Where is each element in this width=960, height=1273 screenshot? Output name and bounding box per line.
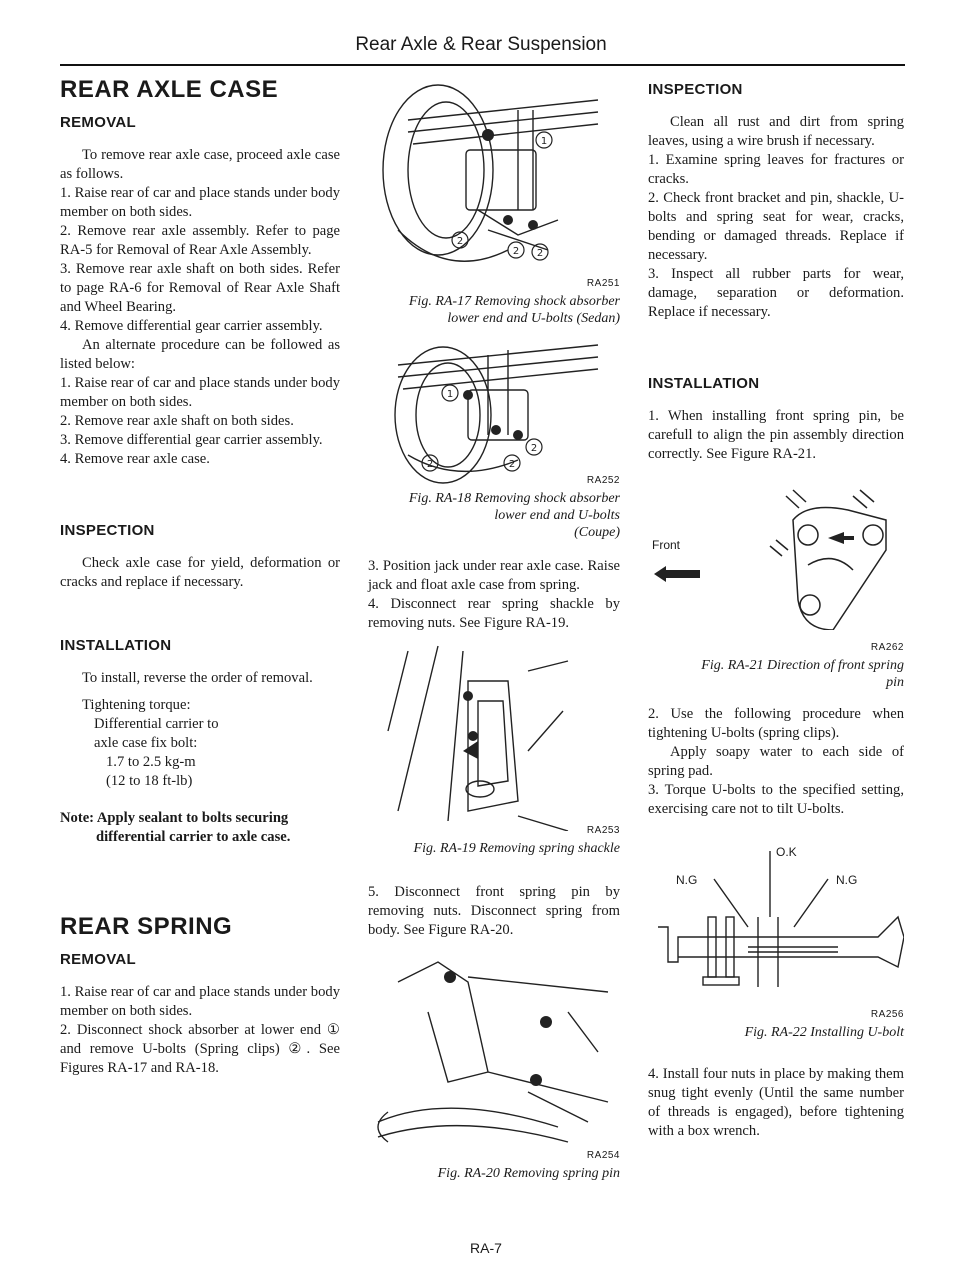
header-rule — [60, 64, 905, 66]
removal-intro: To remove rear axle case, proceed axle case as follows. — [60, 147, 340, 182]
torque-label: Tightening torque: — [82, 697, 191, 713]
installation-text: To install, reverse the order of removal. — [82, 670, 313, 686]
direction-arrow-icon — [828, 532, 844, 544]
alternate-step-3: 3. Remove differential gear carrier assembly. — [60, 432, 323, 448]
svg-text:1: 1 — [446, 389, 454, 400]
spring-removal-heading: REMOVAL — [60, 951, 136, 968]
column-left — [60, 76, 340, 1078]
spring-inspection-intro: Clean all rust and dirt from spring leaves, using a wire brush if necessary. — [648, 114, 904, 149]
removal-step-3: 3. Remove rear axle shaft on both sides. Refer to page RA-6 for Removal of Rear Axle Shaft and Wheel Bearing. — [60, 261, 340, 315]
install-step-2b: Apply soapy water to each side of spring pad. — [648, 744, 904, 779]
page-number: RA-7 — [470, 1240, 502, 1256]
figure-ra19-drawing — [368, 641, 620, 831]
figure-ra20-drawing — [368, 952, 620, 1152]
figure-ra18-caption-3: (Coupe) — [574, 525, 620, 540]
alternate-intro: An alternate procedure can be followed as listed below: — [60, 337, 340, 372]
figure-ra20 — [368, 952, 620, 1182]
install-step-2: 2. Use the following procedure when tightening U-bolts (spring clips). — [648, 706, 904, 741]
figure-ra18-drawing — [368, 335, 620, 485]
figure-ra21-drawing — [648, 480, 904, 630]
inspection-heading: INSPECTION — [60, 522, 155, 539]
figure-ra22 — [648, 837, 904, 1041]
alternate-step-1: 1. Raise rear of car and place stands under body member on both sides. — [60, 375, 340, 410]
column-middle — [368, 80, 620, 1182]
figure-ra21-caption-2: pin — [886, 675, 904, 690]
spring-step-1: 1. Raise rear of car and place stands under body member on both sides. — [60, 984, 340, 1019]
note-line-1: Note: Apply sealant to bolts securing — [60, 810, 289, 826]
torque-item-2: axle case fix bolt: — [94, 735, 198, 751]
spring-step-4: 4. Disconnect rear spring shackle by removing nuts. See Figure RA-19. — [368, 596, 620, 631]
spring-inspection-heading: INSPECTION — [648, 81, 743, 98]
column-right — [648, 80, 904, 1141]
spring-inspection-step-3: 3. Inspect all rubber parts for wear, damage, separation or deformation. Replace if necessary. — [648, 266, 904, 320]
figure-ra19-caption: Fig. RA-19 Removing spring shackle — [413, 841, 620, 856]
ng-left-label: N.G — [676, 873, 698, 887]
spring-inspection-step-2: 2. Check front bracket and pin, shackle, U-bolts and spring seat for wear, cracks, bending or damaged threads. Replace if necessary. — [648, 190, 904, 263]
figure-ra17-drawing — [368, 80, 620, 280]
figure-ra20-code: RA254 — [586, 1150, 620, 1161]
figure-ra18 — [368, 335, 620, 541]
front-arrow-icon — [654, 566, 700, 582]
spring-installation-heading: INSTALLATION — [648, 375, 760, 392]
ng-right-label: N.G — [836, 873, 858, 887]
install-step-4: 4. Install four nuts in place by making them snug tight evenly (Until the same number of threads is engaged), before tightening with a box wrench. — [648, 1066, 904, 1139]
svg-text:2: 2 — [508, 459, 516, 470]
figure-ra22-caption: Fig. RA-22 Installing U-bolt — [744, 1025, 904, 1040]
install-step-3: 3. Torque U-bolts to the specified setting, exercising care not to tilt U-bolts. — [648, 782, 904, 817]
torque-item: Differential carrier to — [94, 716, 219, 732]
svg-text:2: 2 — [512, 246, 520, 257]
spring-step-3: 3. Position jack under rear axle case. Raise jack and float axle case from spring. — [368, 558, 620, 593]
installation-heading: INSTALLATION — [60, 637, 172, 654]
note-line-2: differential carrier to axle case. — [96, 829, 291, 845]
figure-ra21-caption-1: Fig. RA-21 Direction of front spring — [701, 658, 904, 673]
figure-ra17-caption-1: Fig. RA-17 Removing shock absorber — [408, 294, 620, 309]
removal-step-1: 1. Raise rear of car and place stands under body member on both sides. — [60, 185, 340, 220]
torque-value-imperial: (12 to 18 ft-lb) — [106, 773, 193, 789]
install-step-1: 1. When installing front spring pin, be carefull to align the pin assembly direction correctly. See Figure RA-21. — [648, 408, 904, 462]
figure-ra19-code: RA253 — [586, 825, 620, 836]
page-header-title: Rear Axle & Rear Suspension — [355, 34, 607, 55]
svg-text:2: 2 — [456, 236, 464, 247]
spring-step-5: 5. Disconnect front spring pin by removing nuts. Disconnect spring from body. See Figure RA-20. — [368, 884, 620, 938]
removal-step-4: 4. Remove differential gear carrier assembly. — [60, 318, 323, 334]
alternate-step-2: 2. Remove rear axle shaft on both sides. — [60, 413, 294, 429]
removal-step-2: 2. Remove rear axle assembly. Refer to page RA-5 for Removal of Rear Axle Assembly. — [60, 223, 340, 258]
removal-heading: REMOVAL — [60, 114, 136, 131]
svg-text:1: 1 — [540, 136, 548, 147]
figure-ra18-caption-2: lower end and U-bolts — [494, 508, 620, 523]
ok-label: O.K — [776, 845, 797, 859]
spring-step-2: 2. Disconnect shock absorber at lower end ① and remove U-bolts (Spring clips) ②. See Figures RA-17 and RA-18. — [60, 1022, 340, 1076]
spring-inspection-step-1: 1. Examine spring leaves for fractures or cracks. — [648, 152, 904, 187]
figure-ra17-code: RA251 — [586, 278, 620, 289]
figure-ra21-code: RA262 — [870, 642, 904, 653]
svg-text:2: 2 — [530, 443, 538, 454]
figure-ra17 — [368, 80, 620, 327]
front-label: Front — [652, 538, 681, 552]
section-title-rear-axle-case: REAR AXLE CASE — [60, 76, 279, 103]
figure-ra21 — [648, 480, 904, 691]
figure-ra17-caption-2: lower end and U-bolts (Sedan) — [447, 311, 620, 326]
svg-text:2: 2 — [536, 248, 544, 259]
figure-ra18-code: RA252 — [586, 475, 620, 486]
figure-ra22-code: RA256 — [870, 1009, 904, 1020]
figure-ra18-caption-1: Fig. RA-18 Removing shock absorber — [408, 491, 620, 506]
torque-value-metric: 1.7 to 2.5 kg-m — [106, 754, 196, 770]
inspection-text: Check axle case for yield, deformation or cracks and replace if necessary. — [60, 555, 340, 590]
alternate-step-4: 4. Remove rear axle case. — [60, 451, 210, 467]
figure-ra19 — [368, 641, 620, 857]
figure-ra20-caption: Fig. RA-20 Removing spring pin — [437, 1166, 620, 1181]
svg-text:2: 2 — [426, 459, 434, 470]
section-title-rear-spring: REAR SPRING — [60, 913, 233, 940]
